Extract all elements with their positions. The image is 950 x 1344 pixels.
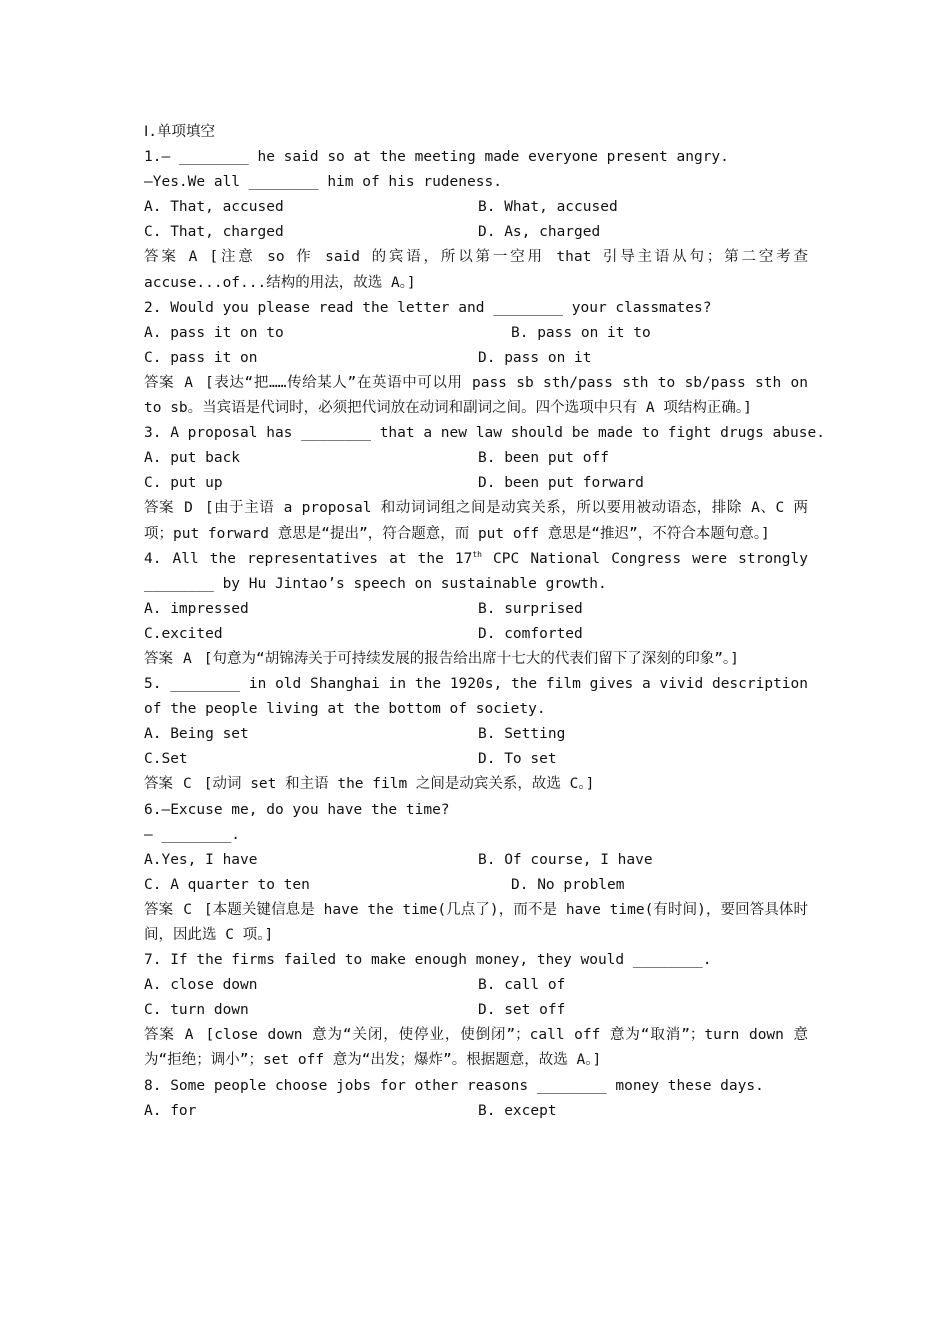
answer-explanation: [close down 意为“关闭，使停业，使倒闭”；call off 意为“取消”；turn down 意为“拒绝；调小”；set off 意为“出发；爆炸”。根据题意，故选 A。] [144,1027,809,1069]
option-c: C. That, charged [144,224,284,241]
question-4-options-row-1 [144,597,808,622]
answer-label: 答案 [144,1027,175,1044]
question-4-stem [144,547,808,597]
ordinal-suffix: th [472,549,482,559]
option-c: C. turn down [144,1002,249,1019]
option-b: B. Of course, I have [478,851,653,868]
option-a: A. Being set [144,726,249,743]
question-1-options-row-2 [144,220,808,245]
option-c: C.Set [144,751,188,768]
option-b: B. pass on it to [511,324,651,341]
question-1-stem-line-1: 1.— ________ he said so at the meeting made everyone present angry. [144,149,729,166]
section-title: Ⅰ.单项填空 [144,124,216,140]
question-4-options-row-2 [144,622,808,647]
option-c: C. A quarter to ten [144,876,310,893]
answer-key: D [184,500,193,517]
option-b: B. Setting [478,726,566,743]
option-d: D. As, charged [478,224,601,241]
question-5-answer [144,772,808,797]
question-6-options-row-1 [144,848,808,873]
question-7-stem: 7. If the firms failed to make enough money, they would ________. [144,952,712,969]
option-d: D. been put forward [478,475,644,492]
question-2-stem: 2. Would you please read the letter and ________ your classmates? [144,299,712,316]
option-d: D. pass on it [478,349,592,366]
question-7-options-row-2 [144,998,808,1023]
option-a: A. impressed [144,600,249,617]
question-8-options-row-1 [144,1099,808,1124]
stem-text-continued: CPC National Congress were strongly ________ by Hu Jintao’s speech on sustainable growth. [144,550,808,592]
answer-explanation: [句意为“胡锦涛关于可持续发展的报告给出席十七大的代表们留下了深刻的印象”。] [203,650,739,667]
question-7-answer [144,1023,808,1073]
question-4-answer [144,647,808,672]
question-3-stem: 3. A proposal has ________ that a new law should be made to fight drugs abuse. [144,425,825,442]
answer-key: A [184,374,193,391]
option-d: D. set off [478,1002,566,1019]
answer-explanation: [表达“把……传给某人”在英语中可以用 pass sb sth/pass sth to sb/pass sth on to sb。当宾语是代词时，必须把代词放在动词和副词之间。四个选项中只有 A 项结构正确。] [144,374,809,417]
question-6-options-row-2 [144,873,808,898]
question-2-options-row-2 [144,346,808,371]
question-6-answer [144,898,808,948]
option-b: B. surprised [478,600,583,617]
option-a: A. for [144,1102,197,1119]
option-b: B. What, accused [478,199,618,216]
question-5-options-row-1 [144,722,808,747]
answer-label: 答案 [144,500,175,517]
answer-explanation: [注意 so 作 said 的宾语，所以第一空用 that 引导主语从句；第二空考查 accuse...of...结构的用法，故选 A。] [144,249,809,291]
option-a: A. That, accused [144,199,284,216]
question-1-answer [144,245,808,295]
option-d: D. To set [478,751,557,768]
option-d: D. comforted [478,625,583,642]
answer-label: 答案 [144,901,174,918]
option-c: C. put up [144,475,223,492]
question-3-options-row-2 [144,471,808,496]
answer-label: 答案 [144,374,175,391]
answer-key: C [183,901,192,918]
option-c: C. pass it on [144,349,258,366]
question-2-options-row-1 [144,321,808,346]
stem-text: 4. All the representatives at the 17 [144,550,473,567]
option-a: A.Yes, I have [144,851,258,868]
answer-key: C [183,776,192,793]
option-b: B. except [478,1102,557,1119]
question-6-stem-line-2: — ________. [144,826,241,843]
answer-label: 答案 [144,650,173,667]
option-b: B. call of [478,977,566,994]
question-1-stem-line-2: —Yes.We all ________ him of his rudeness. [144,174,502,191]
question-2-answer [144,371,808,421]
option-a: A. put back [144,450,241,467]
option-c: C.excited [144,625,223,642]
question-7-options-row-1 [144,973,808,998]
document-page [144,120,825,1124]
question-5-options-row-2 [144,747,808,772]
question-3-answer [144,496,808,546]
question-1-options-row-1 [144,195,808,220]
answer-key: A [188,249,198,266]
answer-label: 答案 [144,776,173,793]
question-5-stem: 5. ________ in old Shanghai in the 1920s, the film gives a vivid description of the people living at the bottom of society. [144,676,808,718]
option-a: A. pass it on to [144,324,284,341]
option-d: D. No problem [511,876,625,893]
answer-key: A [183,650,192,667]
option-b: B. been put off [478,450,609,467]
question-6-stem-line-1: 6.—Excuse me, do you have the time? [144,801,450,818]
answer-key: A [184,1027,194,1044]
question-8-stem: 8. Some people choose jobs for other reasons ________ money these days. [144,1077,764,1094]
answer-explanation: [由于主语 a proposal 和动词词组之间是动宾关系，所以要用被动语态，排除 A、C 两项；put forward 意思是“提出”，符合题意，而 put off 意思是“推迟”，不符合本题句意。] [144,500,809,542]
answer-label: 答案 [144,249,179,266]
question-3-options-row-1 [144,446,808,471]
answer-explanation: [动词 set 和主语 the film 之间是动宾关系，故选 C。] [203,776,595,793]
option-a: A. close down [144,977,258,994]
answer-explanation: [本题关键信息是 have the time(几点了)，而不是 have time(有时间)，要回答具体时间，因此选 C 项。] [144,901,808,943]
